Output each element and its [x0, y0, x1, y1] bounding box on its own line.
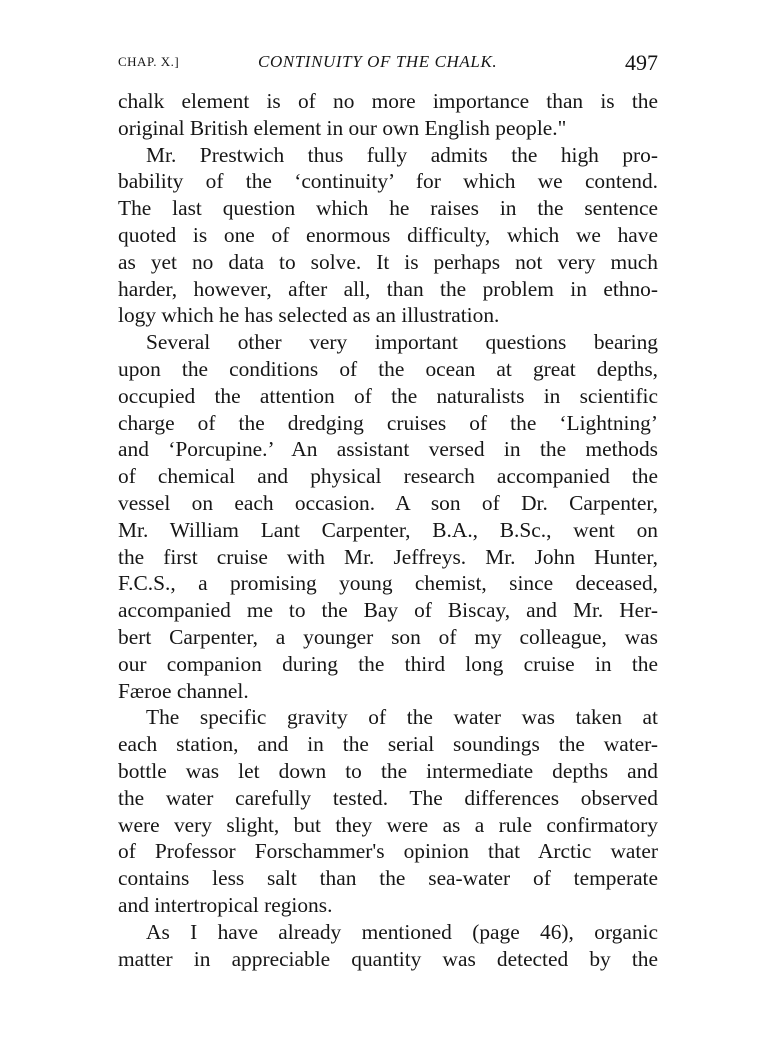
running-title: CONTINUITY OF THE CHALK.	[258, 52, 498, 71]
text-line: our companion during the third long cruise in the	[118, 651, 658, 676]
page-number: 497	[625, 50, 658, 75]
text-line: and ‘Porcupine.’ An assistant versed in the methods	[118, 437, 658, 462]
paragraph-first-line: The specific gravity of the water was taken at	[146, 705, 658, 730]
text-line: as yet no data to solve. It is perhaps not very much	[118, 249, 658, 274]
text-line: original British element in our own English people."	[118, 115, 567, 140]
text-line: Mr. William Lant Carpenter, B.A., B.Sc., went on	[118, 517, 658, 542]
text-line: contains less salt than the sea-water of temperate	[118, 866, 658, 891]
running-header	[118, 50, 658, 80]
text-line: bability of the ‘continuity’ for which we contend.	[118, 169, 658, 194]
text-line: harder, however, after all, than the problem in ethno-	[118, 276, 658, 301]
text-line: upon the conditions of the ocean at great depths,	[118, 356, 658, 381]
paragraph-first-line: Several other very important questions bearing	[146, 330, 658, 355]
paragraph-first-line: As I have already mentioned (page 46), organic	[146, 919, 658, 944]
paragraph-first-line: Mr. Prestwich thus fully admits the high pro-	[146, 142, 658, 167]
text-line: bert Carpenter, a younger son of my colleague, was	[118, 624, 658, 649]
text-line: and intertropical regions.	[118, 892, 333, 917]
text-line: of Professor Forschammer's opinion that Arctic water	[118, 839, 658, 864]
text-line: F.C.S., a promising young chemist, since deceased,	[118, 571, 658, 596]
text-line: each station, and in the serial soundings the water-	[118, 732, 658, 757]
text-line: matter in appreciable quantity was detected by the	[118, 946, 658, 971]
text-line: bottle was let down to the intermediate depths and	[118, 758, 658, 783]
text-line: were very slight, but they were as a rule confirmatory	[118, 812, 658, 837]
text-line: The last question which he raises in the sentence	[118, 196, 658, 221]
text-line: of chemical and physical research accompanied the	[118, 464, 658, 489]
text-line: vessel on each occasion. A son of Dr. Carpenter,	[118, 490, 658, 515]
text-line: quoted is one of enormous difficulty, which we have	[118, 222, 658, 247]
body-text	[118, 88, 658, 972]
text-line: the water carefully tested. The differences observed	[118, 785, 658, 810]
text-line: charge of the dredging cruises of the ‘Lightning’	[118, 410, 658, 435]
text-line: Færoe channel.	[118, 678, 249, 703]
text-line: occupied the attention of the naturalists in scientific	[118, 383, 658, 408]
text-line: the first cruise with Mr. Jeffreys. Mr. John Hunter,	[118, 544, 658, 569]
text-line: accompanied me to the Bay of Biscay, and Mr. Her-	[118, 598, 658, 623]
chapter-label: CHAP. X.]	[118, 54, 180, 69]
text-line: chalk element is of no more importance than is the	[118, 89, 658, 113]
text-line: logy which he has selected as an illustration.	[118, 303, 500, 328]
